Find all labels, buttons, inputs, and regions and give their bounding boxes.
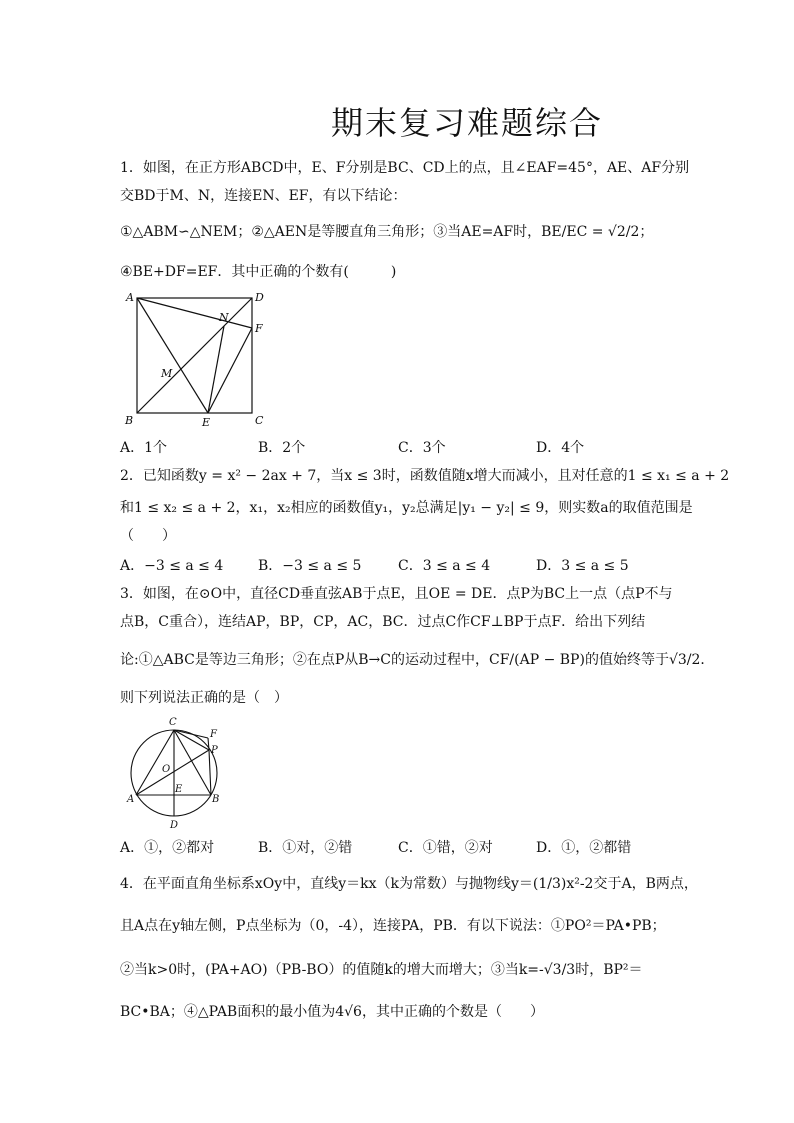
label-f: F [255,322,263,335]
q4-line-1: 4．在平面直角坐标系xOy中，直线y＝kx（k为常数）与抛物线y＝(1/3)x²-2交于A，B两点， [120,876,698,892]
q3-option-b: B．①对，②错 [258,840,353,856]
label-m: M [161,367,173,380]
segment-ef [208,328,252,413]
q3-line-1: 3．如图，在⊙O中，直径CD垂直弦AB于点E，且OE = DE．点P为BC上一点（点P不与 [120,586,673,602]
label-p: P [211,745,218,756]
label-d: D [170,820,179,831]
q1-option-c: C．3个 [398,440,446,456]
diagonal-bd [137,298,252,413]
q4-line-4: BC•BA；④△PAB面积的最小值为4√6，其中正确的个数是（ ） [120,1004,544,1020]
q1-option-b: B．2个 [258,440,306,456]
label-f: F [210,729,217,740]
segment-cf [174,730,208,738]
q2-option-a: A．−3 ≤ a ≤ 4 [120,558,224,574]
label-n: N [219,311,229,324]
q3-circle-figure [120,710,230,832]
segment-ae [137,298,208,413]
q2-option-b: B．−3 ≤ a ≤ 5 [258,558,362,574]
page-title: 期末复习难题综合 [330,104,603,142]
q1-line-1: 1．如图，在正方形ABCD中，E、F分别是BC、CD上的点，且∠EAF=45°，AE、AF分别 [120,160,690,176]
label-b: B [212,794,220,805]
q3-line-4: 则下列说法正确的是（ ） [120,690,288,706]
segment-af [137,298,252,328]
segment-pf [208,738,209,750]
q2-line-3: （ ） [120,528,176,544]
label-e: E [175,784,183,795]
q2-line-2: 和1 ≤ x₂ ≤ a + 2，x₁，x₂相应的函数值y₁，y₂总满足|y₁ − y₂| ≤ 9，则实数a的取值范围是 [120,500,693,516]
q1-line-2: 交BD于M、N，连接EN、EF，有以下结论： [120,188,407,204]
q3-option-d: D．①，②都错 [536,840,632,856]
q3-option-a: A．①，②都对 [120,840,215,856]
q3-option-c: C．①错，②对 [398,840,493,856]
q1-option-d: D．4个 [536,440,585,456]
q4-line-2: 且A点在y轴左侧，P点坐标为（0，-4），连接PA，PB．有以下说法：①PO²＝PA•PB； [120,918,666,934]
label-e: E [202,416,211,429]
label-a: A [126,291,134,304]
q3-line-2: 点B，C重合），连结AP，BP，CP，AC，BC．过点C作CF⊥BP于点F．给出下列结 [120,614,646,630]
label-c: C [255,414,264,427]
q2-option-d: D．3 ≤ a ≤ 5 [536,558,629,574]
q1-square-figure [120,288,270,430]
label-o: O [162,764,171,775]
segment-ac [136,730,174,795]
label-b: B [125,414,134,427]
q2-line-1: 2．已知函数y = x² − 2ax + 7，当x ≤ 3时，函数值随x增大而减小，且对任意的1 ≤ x₁ ≤ a + 2 [120,468,730,484]
q1-option-a: A．1个 [120,440,168,456]
q1-line-4: ④BE+DF=EF．其中正确的个数有( ) [120,264,397,280]
label-a: A [127,794,135,805]
segment-bp [209,750,211,795]
q4-line-3: ②当k>0时，(PA+AO)（PB-BO）的值随k的增大而增大；③当k=-√3/3时，BP²＝ [120,962,643,978]
q3-line-3: 论:①△ABC是等边三角形；②在点P从B→C的运动过程中，CF/(AP − BP)的值始终等于√3/2． [120,652,715,668]
label-c: C [169,717,177,728]
label-d: D [255,291,264,304]
q1-line-3: ①△ABM∽△NEM；②△AEN是等腰直角三角形；③当AE=AF时，BE/EC = √2/2； [120,224,654,240]
q2-option-c: C．3 ≤ a ≤ 4 [398,558,491,574]
